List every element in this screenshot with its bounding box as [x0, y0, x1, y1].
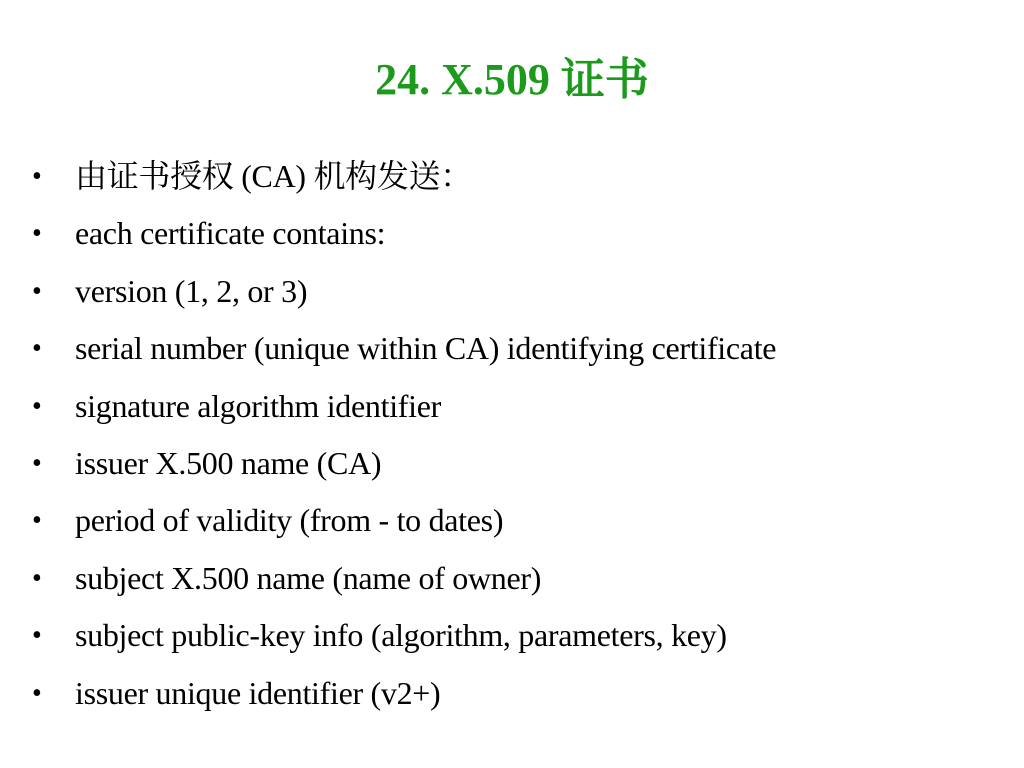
bullet-text: period of validity (from - to dates) — [75, 502, 504, 539]
bullet-text: serial number (unique within CA) identifying certificate — [75, 330, 777, 367]
bullet-item — [32, 435, 1002, 492]
bullet-text: subject public-key info (algorithm, parameters, key) — [75, 617, 727, 654]
bullet-dot: • — [32, 333, 42, 365]
bullet-text: subject X.500 name (name of owner) — [75, 559, 542, 596]
bullet-dot: • — [32, 620, 42, 652]
bullet-text: issuer unique identifier (v2+) — [75, 674, 441, 711]
bullet-dot: • — [32, 218, 42, 250]
bullet-dot: • — [32, 505, 42, 537]
bullet-text: signature algorithm identifier — [75, 387, 442, 424]
bullet-item — [32, 492, 1002, 549]
bullet-dot: • — [32, 677, 42, 709]
bullet-text: version (1, 2, or 3) — [75, 272, 308, 309]
bullet-item — [32, 205, 1002, 262]
slide-title: 24. X.509 证书 — [375, 55, 649, 104]
bullet-dot: • — [32, 390, 42, 422]
bullet-list — [32, 148, 1002, 722]
bullet-item — [32, 607, 1002, 664]
bullet-dot: • — [32, 161, 42, 192]
bullet-dot: • — [32, 562, 42, 594]
bullet-item — [32, 148, 1002, 205]
bullet-text: each certificate contains: — [75, 215, 386, 252]
bullet-text: issuer X.500 name (CA) — [75, 444, 382, 481]
bullet-item — [32, 378, 1002, 435]
bullet-item — [32, 263, 1002, 320]
bullet-item — [32, 320, 1002, 377]
bullet-item — [32, 550, 1002, 607]
bullet-dot: • — [32, 447, 42, 479]
bullet-dot: • — [32, 275, 42, 307]
bullet-text: 由证书授权 (CA) 机构发送： — [75, 158, 472, 194]
bullet-item — [32, 665, 1002, 722]
